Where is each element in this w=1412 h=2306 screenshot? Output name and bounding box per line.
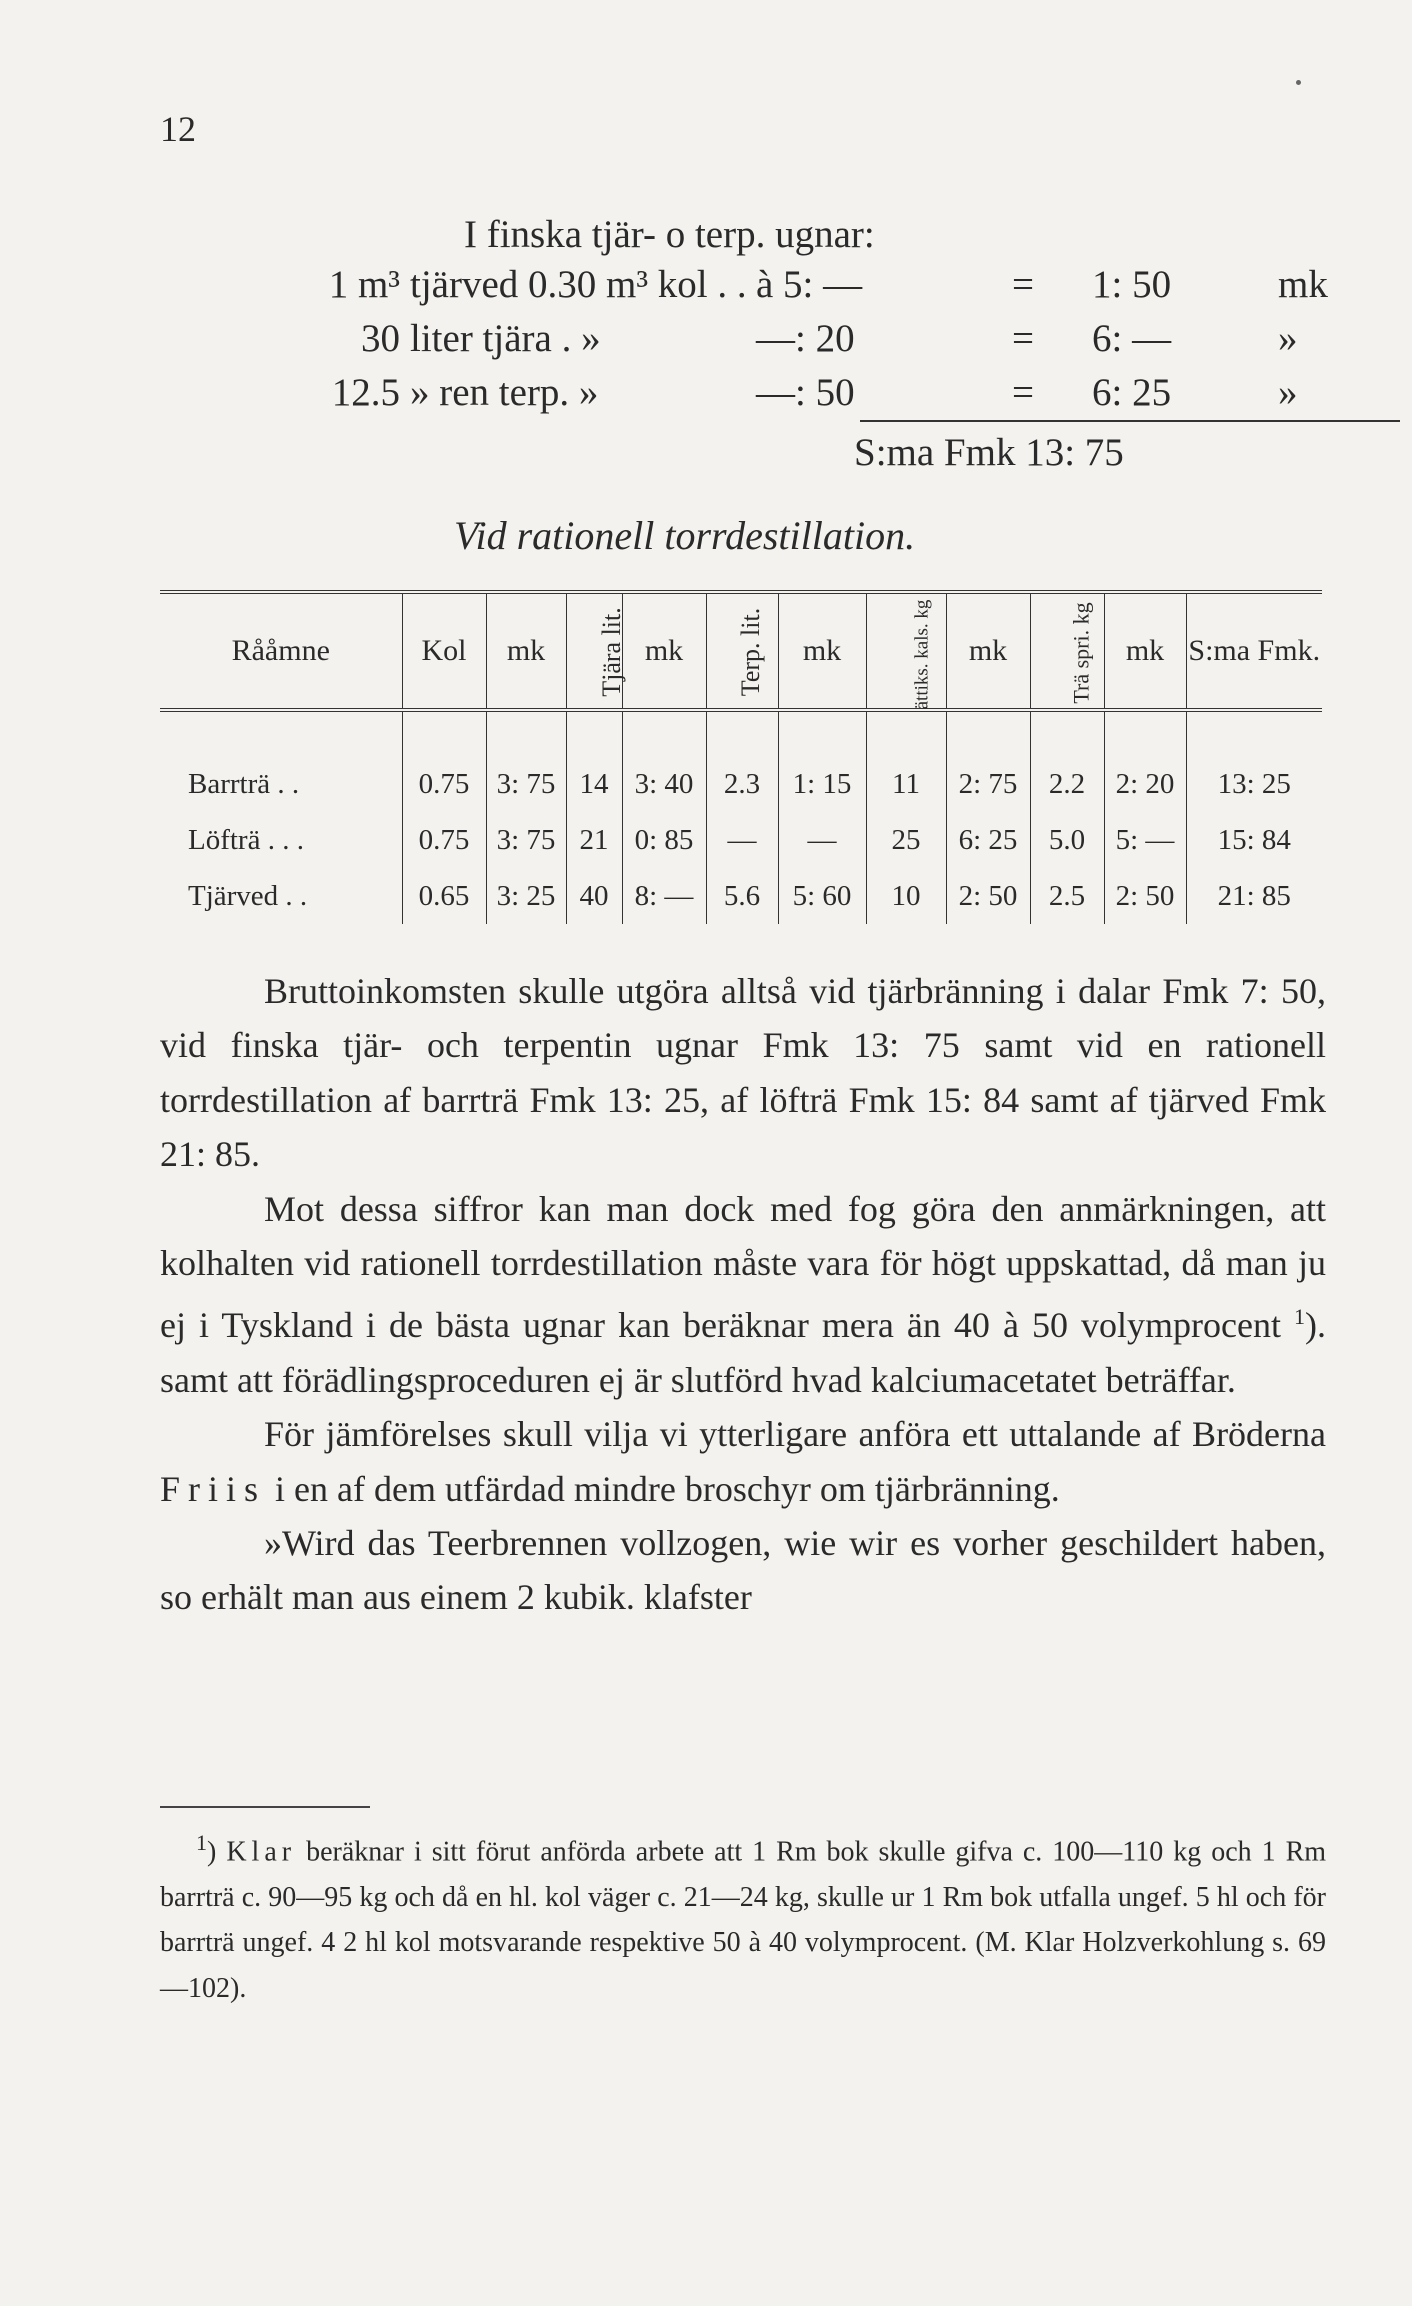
footnote-body: beräknar i sitt förut anförda arbete att 1 Rm bok skulle gifva c. 100—110 kg och 1 Rm barrträ c. 90—95 kg och då en hl. kol väger c. 21—24 kg, skulle ur 1 Rm bok utfalla ungef. 5 hl och för barrträ ungef. 4 2 hl kol motsvarande respektive 50 à 40 volymprocent. (M. Klar Holzverkohlung s. 69—102). bbox=[160, 1836, 1327, 2004]
header-cell bbox=[566, 592, 626, 710]
table-cell: 2.2 bbox=[1030, 710, 1104, 812]
calc-unit: mk bbox=[1278, 263, 1328, 306]
table-cell: 21: 85 bbox=[1186, 868, 1322, 924]
footnote bbox=[160, 1820, 1326, 2011]
page-number: 12 bbox=[160, 109, 196, 149]
header-vertical-label: Tjära lit. bbox=[596, 607, 626, 697]
paragraph-text: i en af dem utfärdad mindre broschyr om tjärbränning. bbox=[275, 1468, 1060, 1509]
calc-rate: —: 50 bbox=[756, 371, 855, 414]
header-cell: mk bbox=[778, 592, 866, 710]
table-cell: 3: 25 bbox=[486, 868, 566, 924]
calc-rate: —: 20 bbox=[756, 317, 855, 360]
table-cell: 5.6 bbox=[706, 868, 778, 924]
header-cell: mk bbox=[622, 592, 706, 710]
calc-desc: » ren terp. » bbox=[410, 371, 599, 414]
header-cell bbox=[1030, 592, 1104, 710]
paragraph bbox=[160, 1182, 1326, 1408]
table-cell: 10 bbox=[866, 868, 946, 924]
calc-heading: I finska tjär- o terp. ugnar: bbox=[464, 213, 875, 256]
print-speck bbox=[1296, 80, 1301, 85]
header-cell bbox=[706, 592, 778, 710]
footnote-text: $^1$) Klar beräknar i sitt förut anförda arbete att 1 Rm bok skulle gifva c. 100—110 kg och 1 Rm barrträ c. 90—95 kg och då en hl. kol väger c. 21—24 kg, skulle ur 1 Rm bok utfalla ungef. 5 hl och för barrträ ungef. 4 2 hl kol motsvarande respektive 50 à 40 volymprocent. (M. Klar Holzverkohlung s. 69—102). bbox=[160, 1830, 1327, 2004]
table-cell: 21 bbox=[566, 812, 622, 868]
calc-equals: = bbox=[1012, 317, 1034, 360]
table-cell: 5: — bbox=[1104, 812, 1186, 868]
footnote-rule bbox=[160, 1806, 370, 1808]
body-text bbox=[160, 964, 1326, 1625]
header-vertical-label: Terp. lit. bbox=[735, 607, 765, 697]
section-title: Vid rationell torrdestillation. bbox=[454, 513, 916, 558]
table-cell: 2.5 bbox=[1030, 868, 1104, 924]
table-cell: 0.75 bbox=[402, 710, 486, 812]
table-cell: 5: 60 bbox=[778, 868, 866, 924]
calc-result: 1: 50 bbox=[1092, 263, 1172, 306]
paragraph-text: För jämförelses skull vilja vi ytterligare anföra ett uttalande af Bröderna bbox=[264, 1414, 1326, 1455]
calc-equals: = bbox=[1012, 371, 1034, 414]
paragraph-text: Mot dessa siffror kan man dock med fog göra den anmärkningen, att kolhalten vid rationell torrdestillation måste vara för högt uppskattad, då man ju ej i Tyskland i de bästa ugnar kan beräknar mera än 40 à 50 volymprocent bbox=[160, 1188, 1326, 1346]
table-cell: 25 bbox=[866, 812, 946, 868]
table-cell: — bbox=[778, 812, 866, 868]
table-cell: 15: 84 bbox=[1186, 812, 1322, 868]
calc-result: 6: — bbox=[1092, 317, 1172, 360]
calc-rate: à 5: — bbox=[756, 263, 863, 306]
calc-qty: 12.5 bbox=[331, 371, 400, 414]
table-cell: 2.3 bbox=[706, 710, 778, 812]
table-cell: 3: 75 bbox=[486, 710, 566, 812]
table-cell: — bbox=[706, 812, 778, 868]
table-cell: 0.65 bbox=[402, 868, 486, 924]
table-cell: 2: 75 bbox=[946, 710, 1030, 812]
distillation-table bbox=[160, 590, 1322, 924]
calc-desc: liter tjära . » bbox=[410, 317, 601, 360]
table-cell: 5.0 bbox=[1030, 812, 1104, 868]
paragraph bbox=[160, 1407, 1326, 1516]
calc-desc: tjärved 0.30 m³ kol . . bbox=[410, 263, 747, 306]
calc-row bbox=[220, 316, 1298, 370]
calc-qty: 30 bbox=[361, 317, 400, 360]
paragraph: »Wird das Teerbrennen vollzogen, wie wir es vorher geschildert haben, so erhält man aus einem 2 kubik. klafster bbox=[160, 1523, 1326, 1618]
table-cell: 0.75 bbox=[402, 812, 486, 868]
header-cell: S:ma Fmk. bbox=[1186, 592, 1322, 710]
table-row bbox=[160, 868, 1322, 924]
header-vertical-label: Trä spri. kg bbox=[1068, 602, 1094, 704]
calc-row bbox=[220, 370, 1298, 424]
spaced-name: Friis bbox=[160, 1468, 267, 1509]
header-cell: Rååmne bbox=[231, 634, 330, 667]
table-cell: 0: 85 bbox=[622, 812, 706, 868]
table-cell: 3: 75 bbox=[486, 812, 566, 868]
calc-sum-text: S:ma Fmk 13: 75 bbox=[854, 431, 1124, 474]
header-cell: Kol bbox=[402, 592, 486, 710]
table-row bbox=[160, 710, 1322, 812]
table-cell: 2: 50 bbox=[1104, 868, 1186, 924]
header-cell: mk bbox=[946, 592, 1030, 710]
calculation-block bbox=[220, 262, 1328, 474]
calc-unit: » bbox=[1278, 371, 1298, 414]
table-cell: 6: 25 bbox=[946, 812, 1030, 868]
paragraph-text: ). samt att förädlingsproceduren ej är slutförd hvad kalciumacetatet beträffar. bbox=[160, 1305, 1327, 1400]
header-cell: mk bbox=[486, 592, 566, 710]
table-row bbox=[160, 812, 1322, 868]
footnote-ref: 1 bbox=[1294, 1304, 1306, 1330]
footnote-mark: 1 bbox=[196, 1830, 207, 1855]
table-cell: 14 bbox=[566, 710, 622, 812]
table-header-row bbox=[160, 592, 1322, 710]
calc-row bbox=[220, 262, 1328, 316]
calc-sum bbox=[854, 430, 1124, 475]
table-cell: 2: 50 bbox=[946, 868, 1030, 924]
calc-qty: 1 m³ bbox=[328, 263, 400, 306]
table-cell: 1: 15 bbox=[778, 710, 866, 812]
table-cell: 8: — bbox=[622, 868, 706, 924]
calc-result: 6: 25 bbox=[1092, 371, 1172, 414]
table-cell: 11 bbox=[866, 710, 946, 812]
footnote-author: Klar bbox=[226, 1836, 297, 1868]
sum-rule bbox=[860, 420, 1400, 422]
table-cell: 40 bbox=[566, 868, 622, 924]
table-cell: Barrträ . . bbox=[188, 767, 300, 800]
table-cell: 13: 25 bbox=[1186, 710, 1322, 812]
calc-unit: » bbox=[1278, 317, 1298, 360]
table-cell: Löfträ . . . bbox=[188, 823, 304, 856]
calc-equals: = bbox=[1012, 263, 1034, 306]
header-vertical-label: ättiks. kals. kg bbox=[910, 599, 932, 710]
table-cell: 3: 40 bbox=[622, 710, 706, 812]
table-cell: Tjärved . . bbox=[188, 879, 308, 912]
header-cell: mk bbox=[1104, 592, 1186, 710]
table-cell: 2: 20 bbox=[1104, 710, 1186, 812]
paragraph: Bruttoinkomsten skulle utgöra alltså vid tjärbränning i dalar Fmk 7: 50, vid finska tjär- och terpentin ugnar Fmk 13: 75 samt vid en rationell torrdestillation af barrträ Fmk 13: 25, af löfträ Fmk 15: 84 samt af tjärved Fmk 21: 85. bbox=[160, 971, 1326, 1175]
header-cell bbox=[866, 592, 946, 710]
